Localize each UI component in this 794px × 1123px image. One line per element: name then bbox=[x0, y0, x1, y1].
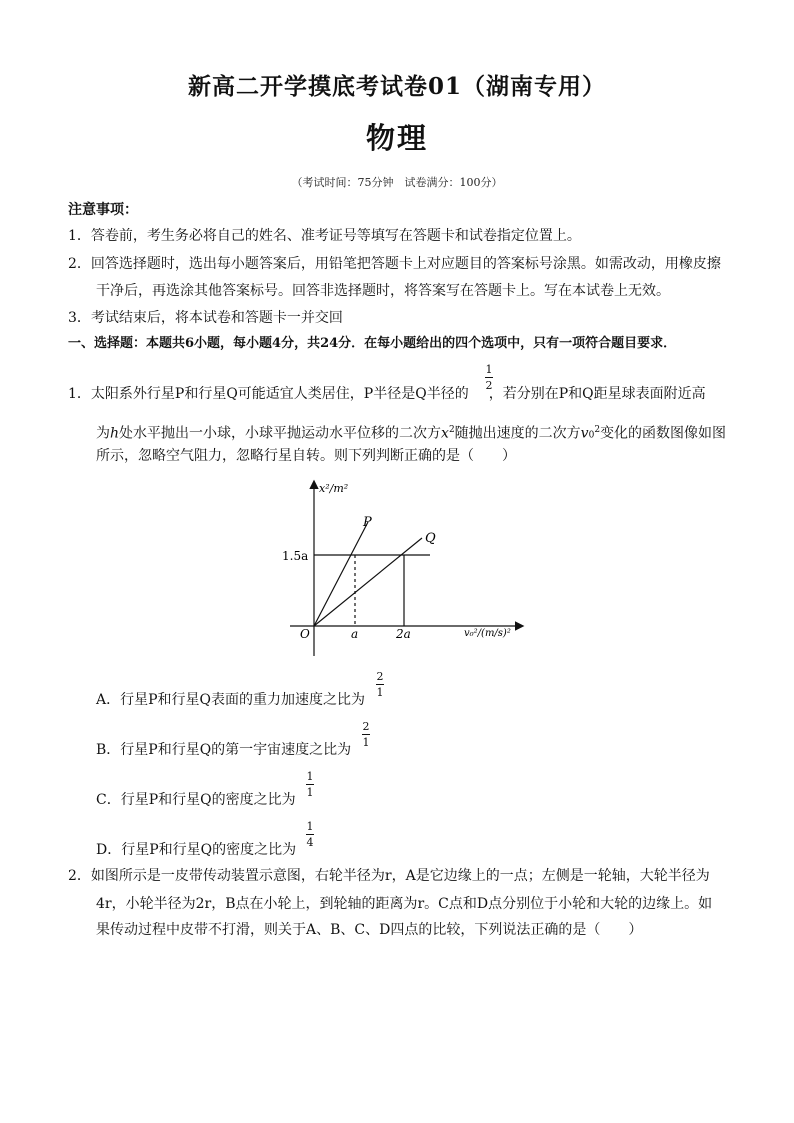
q2-line-2: 4r，小轮半径为2r，B点在小轮上，到轮轴的距离为r。C点和D点分别位于小轮和大轮的边缘上。如 bbox=[96, 896, 713, 912]
note-item-1: 1．答卷前，考生务必将自己的姓名、准考证号等填写在答题卡和试卷指定位置上。 bbox=[68, 228, 581, 244]
q1-line-3: 所示，忽略空气阻力，忽略行星自转。则下列判断正确的是（ ） bbox=[96, 448, 516, 464]
q1-option-c: C．行星P和行星Q的密度之比为 bbox=[96, 792, 296, 808]
y-tick-1-5a: 1.5a bbox=[282, 549, 309, 563]
exam-title: 新高二开学摸底考试卷01（湖南专用） bbox=[187, 73, 606, 100]
section-heading: 一、选择题：本题共6小题，每小题4分，共24分．在每小题给出的四个选项中，只有一项符合题目要求． bbox=[68, 336, 677, 351]
x-tick-2a: 2a bbox=[396, 627, 411, 641]
line-p bbox=[314, 522, 368, 626]
q2-line-3: 果传动过程中皮带不打滑，则关于A、B、C、D四点的比较，下列说法正确的是（ ） bbox=[96, 922, 643, 938]
q1-fraction-radius: 1 2 bbox=[485, 363, 493, 392]
q1-option-d-fraction: 1 4 bbox=[306, 820, 314, 849]
x-tick-a: a bbox=[351, 627, 359, 641]
note-item-3: 3．考试结束后，将本试卷和答题卡一并交回 bbox=[68, 310, 343, 326]
note-item-2-cont: 干净后，再选涂其他答案标号。回答非选择题时，将答案写在答题卡上。写在本试卷上无效。 bbox=[96, 283, 670, 299]
notes-heading: 注意事项： bbox=[68, 202, 138, 218]
q1-option-a-fraction: 2 1 bbox=[376, 670, 384, 699]
subject-title: 物理 bbox=[365, 121, 428, 155]
label-q: Q bbox=[425, 531, 436, 546]
q1-option-c-fraction: 1 1 bbox=[306, 770, 314, 799]
q1-line-1: 1．太阳系外行星P和行星Q可能适宜人类居住，P半径是Q半径的 ，若分别在P和Q距星球表面附近高 bbox=[68, 386, 706, 402]
q1-graph bbox=[270, 474, 540, 666]
origin-label: O bbox=[300, 627, 310, 641]
q1-line-2: 为h处水平抛出一小球，小球平抛运动水平位移的二次方$x^2$随抛出速度的二次方$v0^2$变化的函数图像如图 bbox=[96, 425, 727, 442]
q2-line-1: 2．如图所示是一皮带传动装置示意图，右轮半径为r，A是它边缘上的一点；左侧是一轮轴，大轮半径为 bbox=[68, 868, 710, 884]
label-p: P bbox=[363, 515, 372, 530]
exam-meta: （考试时间：75分钟 试卷满分：100分） bbox=[291, 176, 503, 189]
q1-option-d: D．行星P和行星Q的密度之比为 bbox=[96, 842, 297, 858]
q1-option-b-fraction: 2 1 bbox=[362, 720, 370, 749]
x-axis-label: v₀²/(m/s)² bbox=[464, 628, 511, 639]
q1-option-a: A．行星P和行星Q表面的重力加速度之比为 bbox=[96, 692, 366, 708]
q1-option-b: B．行星P和行星Q的第一宇宙速度之比为 bbox=[96, 742, 352, 758]
line-q bbox=[314, 538, 422, 626]
y-axis-label: x²/m² bbox=[319, 482, 349, 495]
note-item-2: 2．回答选择题时，选出每小题答案后，用铅笔把答题卡上对应题目的答案标号涂黑。如需改动，用橡皮擦 bbox=[68, 256, 721, 272]
